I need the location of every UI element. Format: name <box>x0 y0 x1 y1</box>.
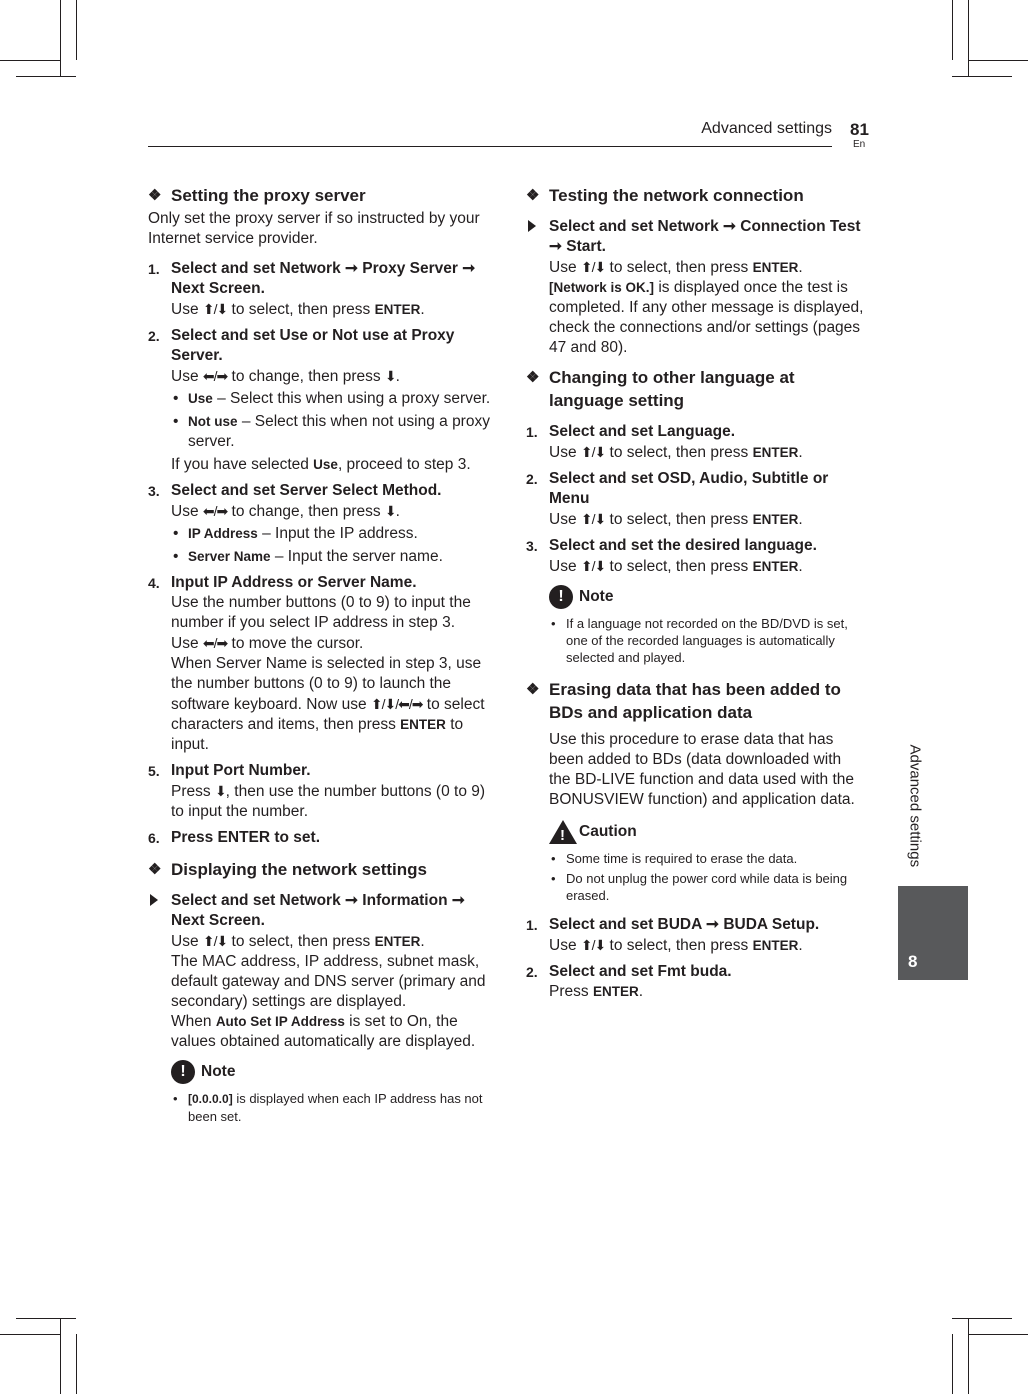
chapter-number: 8 <box>908 952 918 971</box>
up-down-arrows-icon: ⬆/⬇ <box>580 937 606 953</box>
step-item <box>148 761 493 822</box>
section-intro: Only set the proxy server if so instructed by your Internet service provider. <box>148 210 480 247</box>
bullet-item: • Use – Select this when using a proxy server. <box>173 390 491 407</box>
step-item <box>148 481 493 567</box>
diamond-icon: ❖ <box>148 861 162 878</box>
step-title: Press ENTER to set. <box>171 829 321 846</box>
step-title: Select and set Server Select Method. <box>171 482 442 499</box>
step-text: Press ENTER. <box>549 983 644 1000</box>
step-text: Use ⬆/⬇ to select, then press ENTER. <box>549 558 803 575</box>
left-right-arrows-icon: ⬅/➡ <box>202 635 228 651</box>
crop-mark <box>968 0 969 76</box>
step-title: Select and set Fmt buda. <box>549 963 732 980</box>
left-right-arrows-icon: ⬅/➡ <box>202 368 228 384</box>
section-heading: ❖ Testing the network connection <box>526 186 804 205</box>
side-section-label <box>905 746 925 876</box>
up-down-arrows-icon: ⬆/⬇ <box>580 259 606 275</box>
note-item: • If a language not recorded on the BD/DVD is set, one of the recorded languages is automatically selected and played. <box>551 616 848 665</box>
step-number: 1. <box>526 917 538 933</box>
bullet-icon: • <box>551 851 556 866</box>
caution-icon: ! <box>549 820 577 844</box>
crop-mark <box>60 0 61 76</box>
crop-mark <box>968 1318 969 1394</box>
crop-mark <box>0 1334 60 1335</box>
section-body <box>526 730 866 904</box>
step-item <box>148 891 493 1084</box>
step-item <box>526 422 866 463</box>
step-title: Input Port Number. <box>171 762 311 779</box>
section-heading: ❖ Displaying the network settings <box>148 860 427 879</box>
step-item <box>148 259 493 320</box>
crop-mark <box>16 1318 76 1319</box>
step-text: If you have selected Use, proceed to step 3. <box>171 456 471 473</box>
step-text: Use ⬅/➡ to change, then press ⬇. <box>171 503 400 520</box>
note-item: • [0.0.0.0] is displayed when each IP address has not been set. <box>173 1091 483 1124</box>
step-text: When Server Name is selected in step 3, use the number buttons (0 to 9) to launch the software keyboard. Now use ⬆/⬇/⬅/➡ to select characters and items, then press ENTER to input. <box>171 655 485 753</box>
page-number: 81 <box>850 120 869 139</box>
step-number: 2. <box>148 328 160 344</box>
step-number: 6. <box>148 830 160 846</box>
crop-mark <box>952 1334 953 1394</box>
crop-mark <box>76 0 77 60</box>
exclamation-icon: ! <box>549 585 573 609</box>
enter-key-label: ENTER <box>374 302 421 317</box>
triangle-bullet-icon <box>528 220 536 232</box>
diamond-icon: ❖ <box>148 187 162 204</box>
left-column <box>148 184 493 1128</box>
chapter-tab <box>898 886 968 980</box>
note-heading: ! Note <box>549 585 866 609</box>
bullet-icon: • <box>173 525 179 542</box>
four-arrows-icon: ⬆/⬇/⬅/➡ <box>370 696 423 712</box>
step-item <box>148 573 493 755</box>
down-arrow-icon: ⬇ <box>384 503 396 519</box>
caution-item: • Do not unplug the power cord while data is being erased. <box>551 871 848 903</box>
bullet-icon: • <box>173 1091 178 1106</box>
step-text: The MAC address, IP address, subnet mask, default gateway and DNS server (primary and secondary) settings are displayed. <box>171 953 486 1010</box>
step-number: 3. <box>148 483 160 499</box>
diamond-icon: ❖ <box>526 369 540 386</box>
crop-mark <box>952 0 953 60</box>
diamond-icon: ❖ <box>526 187 540 204</box>
step-item <box>526 469 866 530</box>
step-title: Select and set Language. <box>549 423 736 440</box>
step-number: 1. <box>526 424 538 440</box>
crop-mark <box>76 1334 77 1394</box>
step-item <box>148 326 493 475</box>
up-down-arrows-icon: ⬆/⬇ <box>580 444 606 460</box>
up-down-arrows-icon: ⬆/⬇ <box>580 558 606 574</box>
crop-mark <box>968 60 1028 61</box>
down-arrow-icon: ⬇ <box>214 783 226 799</box>
step-title: Input IP Address or Server Name. <box>171 574 417 591</box>
header-section-title: Advanced settings <box>701 120 832 137</box>
step-item <box>526 962 866 1002</box>
step-text: Use ⬅/➡ to move the cursor. <box>171 635 364 652</box>
step-title: Select and set Network ➞ Connection Test ➞ Start. <box>549 218 861 255</box>
step-text: Use ⬆/⬇ to select, then press ENTER. <box>549 444 803 461</box>
bullet-icon: • <box>173 390 179 407</box>
step-title: Select and set Network ➞ Proxy Server ➞ Next Screen. <box>171 260 476 297</box>
bullet-icon: • <box>173 548 179 565</box>
step-item <box>526 217 866 358</box>
bullet-item: • Server Name – Input the server name. <box>173 548 443 565</box>
step-text: Press ⬇, then use the number buttons (0 to 9) to input the number. <box>171 783 486 820</box>
up-down-arrows-icon: ⬆/⬇ <box>580 511 606 527</box>
step-number: 3. <box>526 538 538 554</box>
step-number: 2. <box>526 471 538 487</box>
bullet-item: • Not use – Select this when not using a proxy server. <box>173 413 490 450</box>
caution-item: • Some time is required to erase the data. <box>551 851 798 866</box>
caution-heading: ! Caution <box>549 820 866 844</box>
step-title: Select and set the desired language. <box>549 537 817 554</box>
crop-mark <box>0 60 60 61</box>
crop-mark <box>952 76 1012 77</box>
exclamation-icon: ! <box>171 1060 195 1084</box>
bullet-icon: • <box>551 616 556 631</box>
bullet-icon: • <box>173 413 179 430</box>
crop-mark <box>16 76 76 77</box>
crop-mark <box>968 1334 1028 1335</box>
step-text: [Network is OK.] is displayed once the test is completed. If any other message is displayed, check the connections and/or settings (pages 47 and 80). <box>549 279 864 356</box>
header-rule <box>148 146 832 147</box>
step-text: Use ⬆/⬇ to select, then press ENTER. <box>171 933 425 950</box>
section-heading: ❖ Erasing data that has been added to BDs and application data <box>526 680 841 722</box>
step-text: Use the number buttons (0 to 9) to input the number if you select IP address in step 3. <box>171 594 471 631</box>
step-text: When Auto Set IP Address is set to On, the values obtained automatically are displayed. <box>171 1013 476 1050</box>
section-intro: Use this procedure to erase data that has been added to BDs (data downloaded with the BD-LIVE function and data used with the BONUSVIEW function) and application data. <box>549 731 855 808</box>
step-text: Use ⬅/➡ to change, then press ⬇. <box>171 368 400 385</box>
step-number: 2. <box>526 964 538 980</box>
step-item <box>526 536 866 666</box>
step-title: Select and set BUDA ➞ BUDA Setup. <box>549 916 820 933</box>
crop-mark <box>952 1318 1012 1319</box>
crop-mark <box>60 1318 61 1394</box>
up-down-arrows-icon: ⬆/⬇ <box>202 933 228 949</box>
section-heading: ❖ Setting the proxy server <box>148 186 366 205</box>
step-text: Use ⬆/⬇ to select, then press ENTER. <box>549 937 803 954</box>
triangle-bullet-icon <box>150 894 158 906</box>
up-down-arrows-icon: ⬆/⬇ <box>202 301 228 317</box>
step-text: Use ⬆/⬇ to select, then press ENTER. <box>549 259 803 276</box>
left-right-arrows-icon: ⬅/➡ <box>202 503 228 519</box>
section-heading: ❖ Changing to other language at language setting <box>526 368 795 410</box>
step-text: Use ⬆/⬇ to select, then press ENTER. <box>549 511 803 528</box>
bullet-item: • IP Address – Input the IP address. <box>173 525 418 542</box>
language-code: En <box>853 139 866 150</box>
note-heading: ! Note <box>171 1060 493 1084</box>
step-item <box>148 828 493 848</box>
bullet-icon: • <box>551 871 556 886</box>
step-title: Select and set OSD, Audio, Subtitle or Menu <box>549 470 829 507</box>
step-text: Use ⬆/⬇ to select, then press ENTER. <box>171 301 425 318</box>
step-title: Select and set Network ➞ Information ➞ Next Screen. <box>171 892 465 929</box>
step-title: Select and set Use or Not use at Proxy Server. <box>171 327 455 364</box>
step-number: 4. <box>148 575 160 591</box>
right-column <box>526 184 866 1008</box>
step-item <box>526 915 866 956</box>
diamond-icon: ❖ <box>526 681 540 698</box>
step-number: 5. <box>148 763 160 779</box>
down-arrow-icon: ⬇ <box>384 368 396 384</box>
step-number: 1. <box>148 261 160 277</box>
side-label-text: Advanced settings <box>906 744 924 868</box>
